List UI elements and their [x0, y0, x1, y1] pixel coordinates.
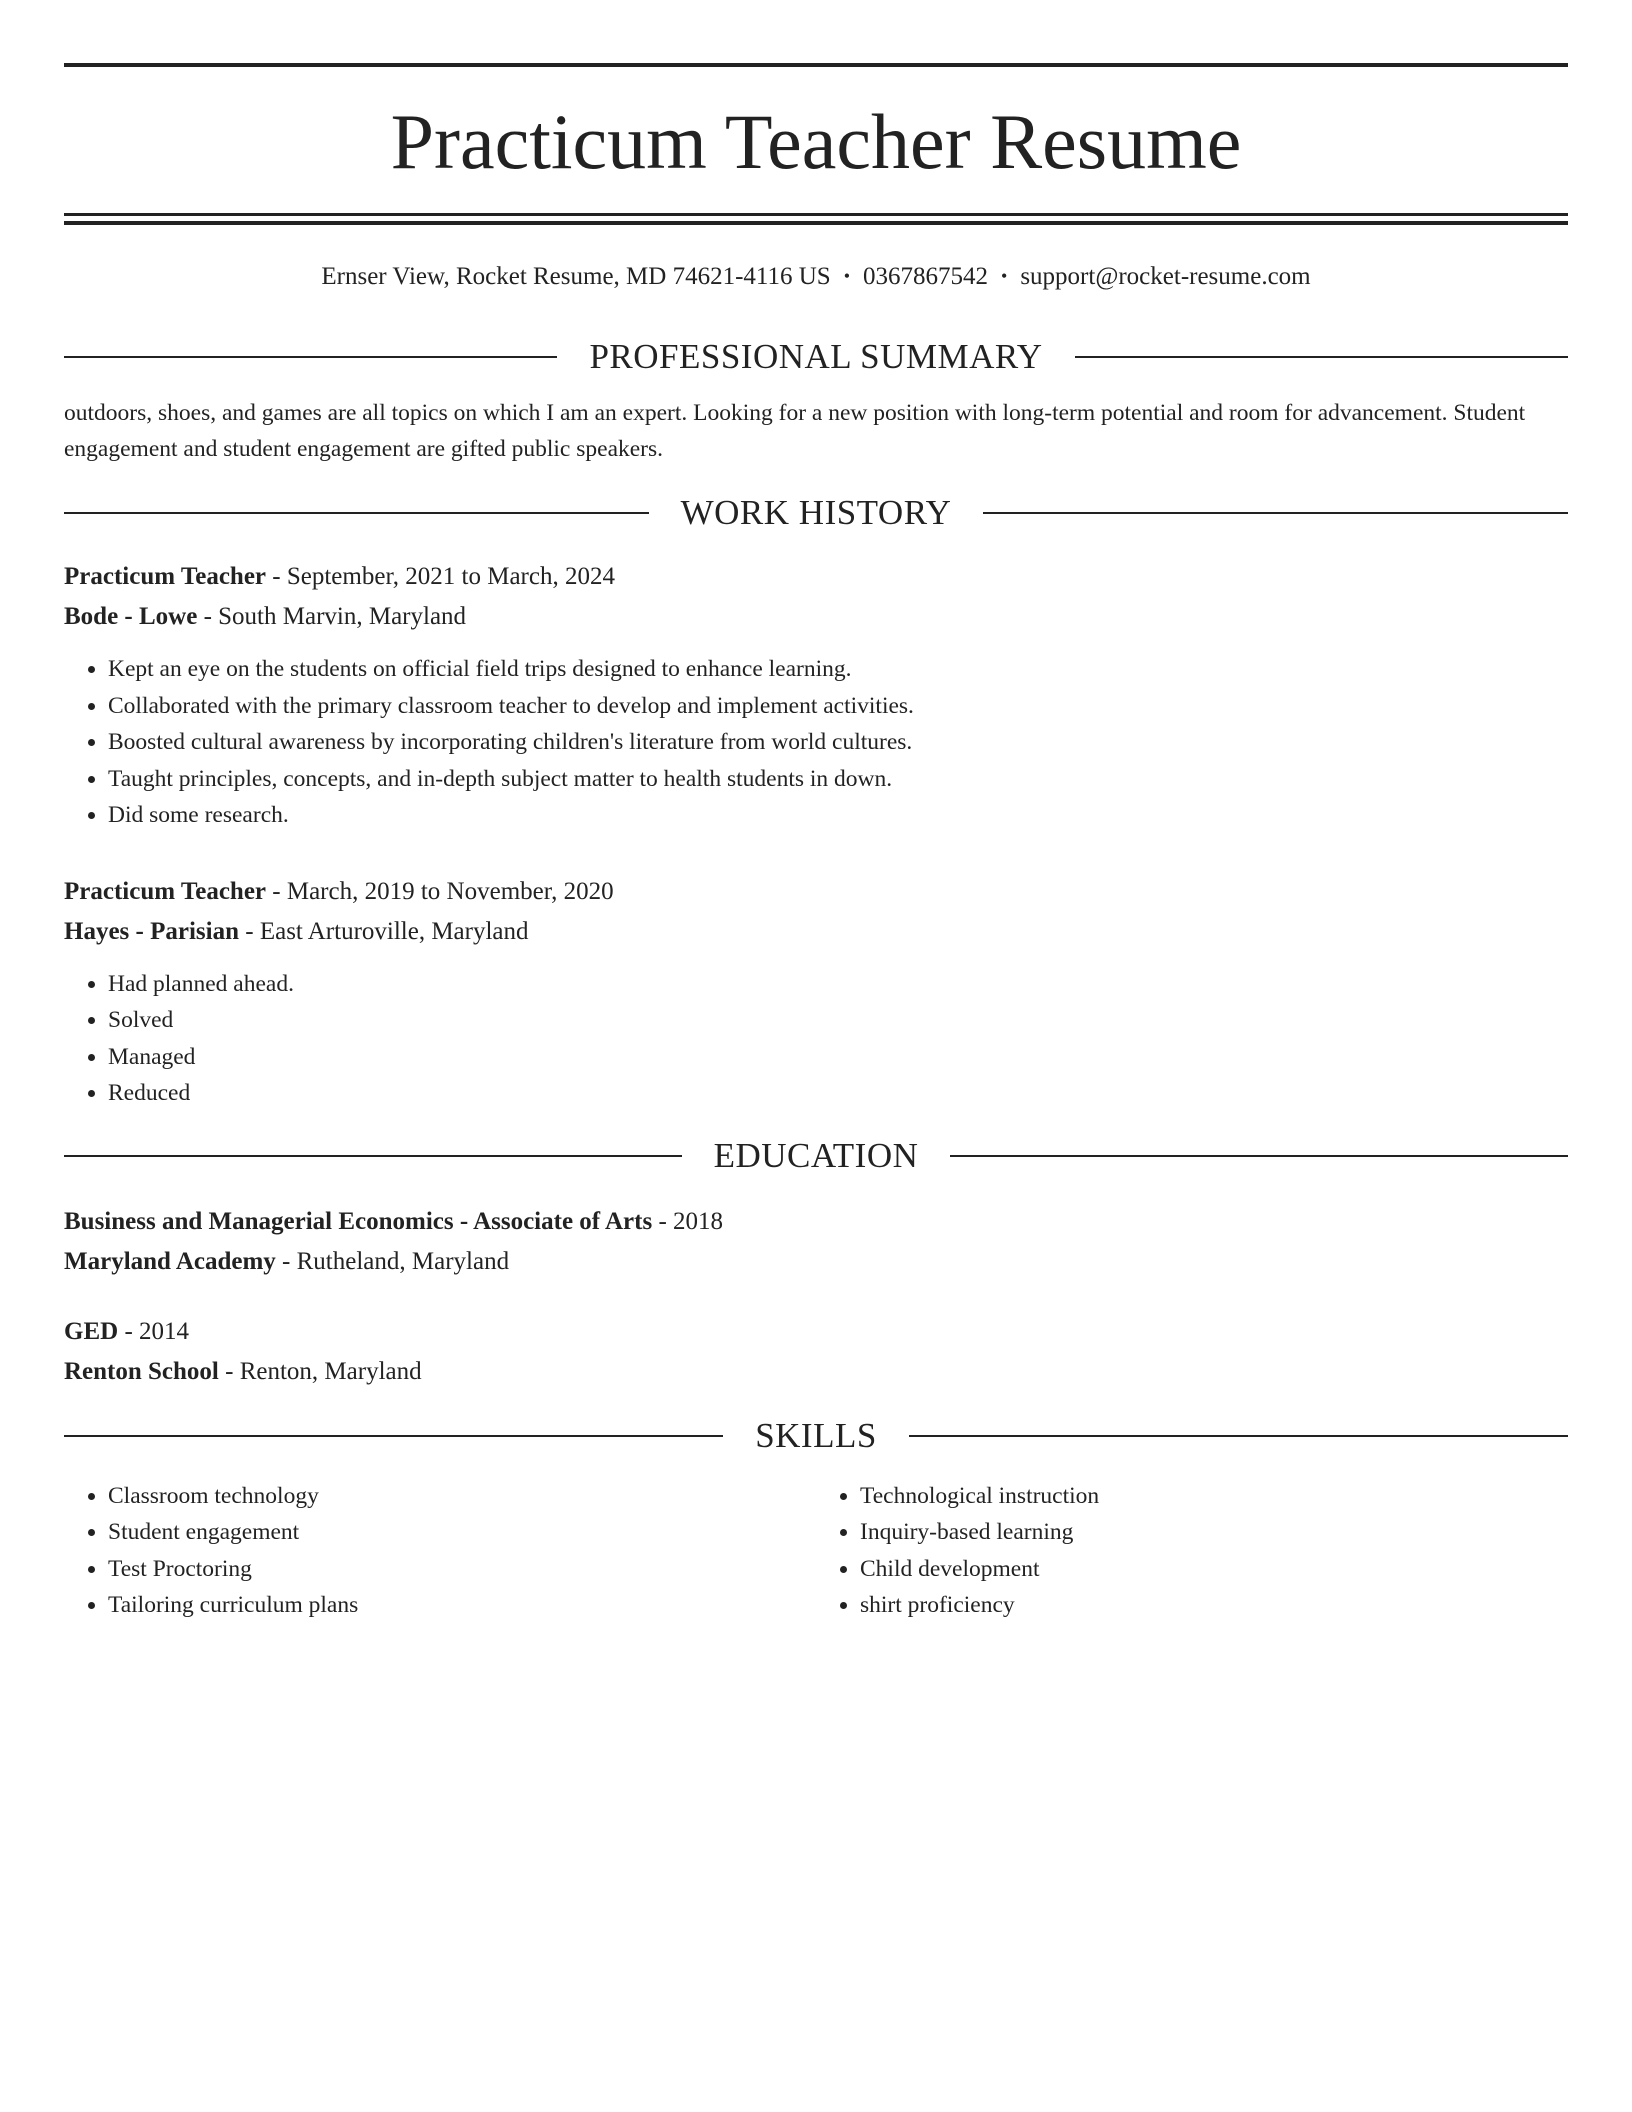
list-item: • Classroom technology	[108, 1478, 816, 1515]
section-heading-label: WORK HISTORY	[680, 493, 952, 532]
job-location: - South Marvin, Maryland	[197, 603, 467, 630]
education-location: - Rutheland, Maryland	[275, 1247, 510, 1275]
job-company: Hayes - Parisian	[64, 917, 239, 945]
title-block	[64, 0, 1568, 225]
job-bullets	[64, 966, 1568, 1112]
contact-separator: •	[843, 266, 851, 286]
list-item: • Student engagement	[108, 1514, 816, 1551]
heading-rule-left	[64, 512, 649, 514]
education-school-line	[64, 1352, 1568, 1392]
education-degree: GED	[64, 1317, 119, 1345]
skills-list-right	[816, 1478, 1568, 1624]
list-item: • Boosted cultural awareness by incorporating children's literature from world cultures.	[108, 724, 1568, 761]
job-title-line	[64, 872, 1568, 912]
education-entry	[64, 1312, 1568, 1392]
heading-rule-left	[64, 356, 557, 358]
list-item: • Solved	[108, 1002, 1568, 1039]
job-company-line	[64, 912, 1568, 952]
education-school: Renton School	[64, 1357, 219, 1385]
job-company-line	[64, 597, 1568, 637]
list-item: • Had planned ahead.	[108, 966, 1568, 1003]
list-item: • Technological instruction	[860, 1478, 1568, 1515]
list-item: • Tailoring curriculum plans	[108, 1587, 816, 1624]
section-heading-summary	[64, 335, 1568, 379]
list-item: • Reduced	[108, 1075, 1568, 1112]
job-title: Practicum Teacher	[64, 563, 267, 590]
job-entry	[64, 557, 1568, 834]
job-dates: - March, 2019 to November, 2020	[266, 877, 614, 905]
section-heading-label: EDUCATION	[713, 1135, 919, 1175]
education-year: - 2014	[118, 1317, 190, 1345]
job-entry	[64, 872, 1568, 1112]
education-entry	[64, 1202, 1568, 1282]
job-company: Bode - Lowe	[64, 603, 198, 630]
education-year: - 2018	[652, 1207, 724, 1235]
education-school-line	[64, 1242, 1568, 1282]
section-heading-label: SKILLS	[755, 1415, 877, 1455]
section-heading-education	[64, 1134, 1568, 1178]
job-title: Practicum Teacher	[64, 877, 267, 905]
summary-text: outdoors, shoes, and games are all topics on which I am an expert. Looking for a new position with long-term potential and room for advancement. Student engagement and student engagement are gifted public speakers.	[64, 400, 1526, 462]
education-degree-line	[64, 1312, 1568, 1352]
job-location: - East Arturoville, Maryland	[239, 917, 529, 945]
list-item: • Child development	[860, 1551, 1568, 1588]
heading-rule-left	[64, 1435, 723, 1437]
heading-rule-right	[950, 1155, 1568, 1157]
contact-phone: 0367867542	[863, 263, 989, 290]
list-item: • Collaborated with the primary classroom teacher to develop and implement activities.	[108, 688, 1568, 725]
contact-separator: •	[1001, 266, 1008, 286]
skills-list-left	[64, 1478, 816, 1624]
list-item: • shirt proficiency	[860, 1587, 1568, 1624]
contact-line	[64, 262, 1568, 293]
job-bullets	[64, 651, 1568, 834]
job-dates: - September, 2021 to March, 2024	[266, 563, 615, 590]
heading-rule-right	[983, 512, 1568, 514]
heading-rule-right	[1075, 356, 1568, 358]
section-heading-label: PROFESSIONAL SUMMARY	[589, 337, 1043, 376]
top-rule	[64, 63, 1568, 67]
contact-address: Ernser View, Rocket Resume, MD 74621-4116 US	[321, 263, 831, 290]
double-rule	[64, 213, 1568, 225]
section-heading-skills	[64, 1414, 1568, 1458]
list-item: • Inquiry-based learning	[860, 1514, 1568, 1551]
education-degree-line	[64, 1202, 1568, 1242]
list-item: • Taught principles, concepts, and in-depth subject matter to health students in down.	[108, 761, 1568, 798]
education-degree: Business and Managerial Economics - Associate of Arts	[64, 1207, 653, 1235]
education-location: - Renton, Maryland	[218, 1357, 422, 1385]
heading-rule-right	[909, 1435, 1568, 1437]
education-school: Maryland Academy	[64, 1247, 276, 1275]
list-item: • Test Proctoring	[108, 1551, 816, 1588]
job-title-line	[64, 557, 1568, 597]
list-item: • Managed	[108, 1039, 1568, 1076]
contact-email: support@rocket-resume.com	[1020, 263, 1311, 290]
document-title: Practicum Teacher Resume	[390, 98, 1242, 185]
list-item: • Kept an eye on the students on official field trips designed to enhance learning.	[108, 651, 1568, 688]
skills-columns	[64, 1478, 1568, 1624]
heading-rule-left	[64, 1155, 682, 1157]
section-heading-work	[64, 491, 1568, 535]
list-item: • Did some research.	[108, 797, 1568, 834]
